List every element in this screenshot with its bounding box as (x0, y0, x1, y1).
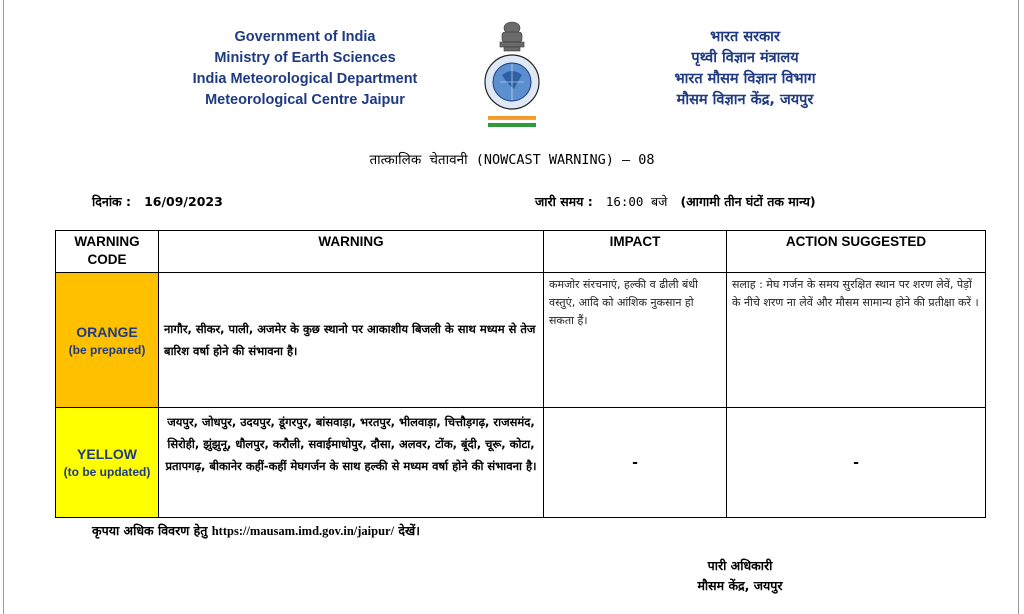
time-label: जारी समय : (535, 194, 593, 209)
table-row-orange (56, 273, 986, 408)
header-hi-line: भारत सरकार (710, 29, 780, 45)
header-en-line: Ministry of Earth Sciences (214, 50, 396, 66)
footer-suffix: देखें। (398, 523, 421, 538)
col-header-impact: IMPACT (544, 231, 727, 273)
signature-line: पारी अधिकारी (707, 558, 773, 573)
page-border-left (3, 0, 4, 614)
issue-date (92, 193, 223, 210)
warning-text: जयपुर, जोधपुर, उदयपुर, डूंगरपुर, बांसवाड़ा, भरतपुर, भीलवाड़ा, चित्तौड़गढ़, राजसमंद, सिरोही, झुंझुनू, धौलपुर, करौली, सवाईमाधोपुर, दौसा, अलवर, टोंक, बूंदी, चूरू, कोटा, प्रतापगढ़, बीकानेर कहीं-कहीं मेघगर्जन के साथ हल्की से मध्यम वर्षा होने की संभावना है। (159, 408, 544, 518)
impact-text: - (544, 408, 727, 518)
header-hi-line: भारत मौसम विज्ञान विभाग (674, 71, 816, 87)
issue-time (535, 193, 816, 210)
header-hi-line: मौसम विज्ञान केंद्र, जयपुर (676, 92, 814, 108)
col-header-action: ACTION SUGGESTED (727, 231, 986, 273)
warning-code-orange (56, 273, 159, 408)
impact-text: कमजोर संरचनाएं, हल्की व ढीली बंधी वस्तुएं, आदि को आंशिक नुकसान हो सकता हैं। (544, 273, 727, 408)
header-en-line: Government of India (234, 29, 376, 45)
header-hindi (620, 27, 870, 111)
warning-code-yellow (56, 408, 159, 518)
warning-table (55, 230, 986, 518)
signature-line: मौसम केंद्र, जयपुर (697, 578, 783, 593)
date-label: दिनांक : (92, 194, 132, 209)
footer-prefix: कृपया अधिक विवरण हेतु (92, 523, 208, 538)
footer-note (92, 522, 420, 539)
table-row-yellow (56, 408, 986, 518)
header-hi-line: पृथ्वी विज्ञान मंत्रालय (691, 50, 799, 66)
code-sublabel: (to be updated) (63, 465, 151, 479)
action-text: - (727, 408, 986, 518)
page-title: तात्कालिक चेतावनी (NOWCAST WARNING) – 08 (369, 152, 655, 168)
signature-block (660, 556, 820, 596)
validity-note: (आगामी तीन घंटों तक मान्य) (680, 194, 816, 209)
header-en-line: Meteorological Centre Jaipur (205, 92, 405, 108)
page-border-right (1018, 0, 1019, 614)
code-label: ORANGE (76, 323, 138, 340)
table-header-row (56, 231, 986, 273)
footer-link[interactable]: https://mausam.imd.gov.in/jaipur/ (211, 524, 395, 538)
code-label: YELLOW (77, 446, 137, 462)
warning-text: नागौर, सीकर, पाली, अजमेर के कुछ स्थानो पर आकाशीय बिजली के साथ मध्यम से तेज बारिश वर्षा होने की संभावना है। (159, 273, 544, 408)
col-header-warning: WARNING (159, 231, 544, 273)
col-header-code: WARNING CODE (56, 231, 159, 273)
imd-emblem-icon (478, 20, 546, 130)
header-en-line: India Meteorological Department (192, 71, 418, 87)
action-text: सलाह : मेघ गर्जन के समय सुरक्षित स्थान पर शरण लेवें, पेड़ों के नीचे शरण ना लेवें और मौसम सामान्य होने की प्रतीक्षा करें । (727, 273, 986, 408)
code-sublabel: (be prepared) (68, 342, 146, 357)
header-english (170, 27, 440, 111)
date-value: 16/09/2023 (144, 194, 223, 209)
time-value: 16:00 बजे (605, 194, 668, 209)
